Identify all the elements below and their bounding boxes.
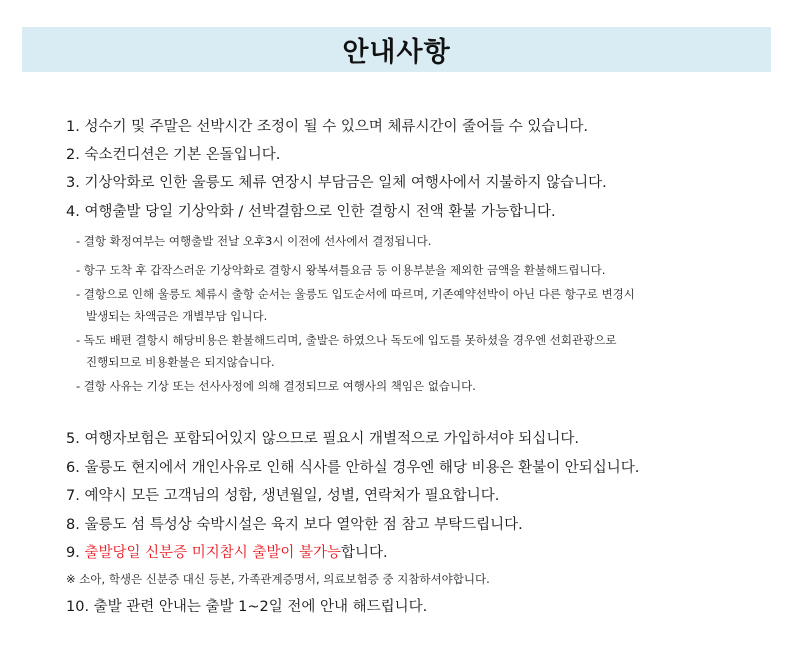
id-required-warning: 출발당일 신분증 미지참시 출발이 불가능: [84, 545, 342, 561]
notice-sub-item-4-continued: 진행되므로 비용환불은 되지않습니다.: [86, 355, 275, 369]
notice-sub-item-5: - 결항 사유는 기상 또는 선사사정에 의해 결정되므로 여행사의 책임은 없습니다.: [76, 379, 476, 393]
title-banner: [22, 27, 771, 72]
notice-sub-item-4: - 독도 배편 결항시 해당비용은 환불해드리며, 출발은 하였으나 독도에 입도를 못하셨을 경우엔 선회관광으로: [76, 333, 617, 347]
notice-sub-item-3-continued: 발생되는 차액금은 개별부담 입니다.: [86, 309, 268, 323]
notice-sub-item-1: - 결항 확정여부는 여행출발 전날 오후3시 이전에 선사에서 결정됩니다.: [76, 234, 432, 248]
notice-item-3: 3. 기상악화로 인한 울릉도 체류 연장시 부담금은 일체 여행사에서 지불하지 않습니다.: [66, 175, 607, 191]
id-document-note: ※ 소아, 학생은 신분증 대신 등본, 가족관계증명서, 의료보험증 중 지참하셔야합니다.: [66, 572, 490, 586]
notice-item-8: 8. 울릉도 섬 특성상 숙박시설은 육지 보다 열악한 점 참고 부탁드립니다.: [66, 517, 523, 533]
notice-sub-item-2: - 항구 도착 후 갑작스러운 기상악화로 결항시 왕복셔틀요금 등 이용부분을 제외한 금액을 환불해드립니다.: [76, 263, 606, 277]
notice-item-4: 4. 여행출발 당일 기상악화 / 선박결함으로 인한 결항시 전액 환불 가능합니다.: [66, 204, 556, 220]
notice-item-9-suffix: 합니다.: [341, 545, 388, 561]
notice-item-6: 6. 울릉도 현지에서 개인사유로 인해 식사를 안하실 경우엔 해당 비용은 환불이 안되십니다.: [66, 460, 640, 476]
notice-item-1: 1. 성수기 및 주말은 선박시간 조정이 될 수 있으며 체류시간이 줄어들 수 있습니다.: [66, 119, 588, 135]
notice-item-10: 10. 출발 관련 안내는 출발 1~2일 전에 안내 해드립니다.: [66, 599, 428, 615]
notice-sub-item-3: - 결항으로 인해 울릉도 체류시 출항 순서는 울릉도 입도순서에 따르며, 기존예약선박이 아닌 다른 항구로 변경시: [76, 287, 635, 301]
notice-item-7: 7. 예약시 모든 고객님의 성함, 생년월일, 성별, 연락처가 필요합니다.: [66, 488, 500, 504]
notice-item-2: 2. 숙소컨디션은 기본 온돌입니다.: [66, 147, 281, 163]
notice-item-9-number: 9.: [66, 545, 85, 561]
notice-item-5: 5. 여행자보험은 포함되어있지 않으므로 필요시 개별적으로 가입하셔야 되십니다.: [66, 431, 579, 447]
page-title: 안내사항: [342, 37, 451, 68]
notice-item-9: [66, 541, 388, 562]
